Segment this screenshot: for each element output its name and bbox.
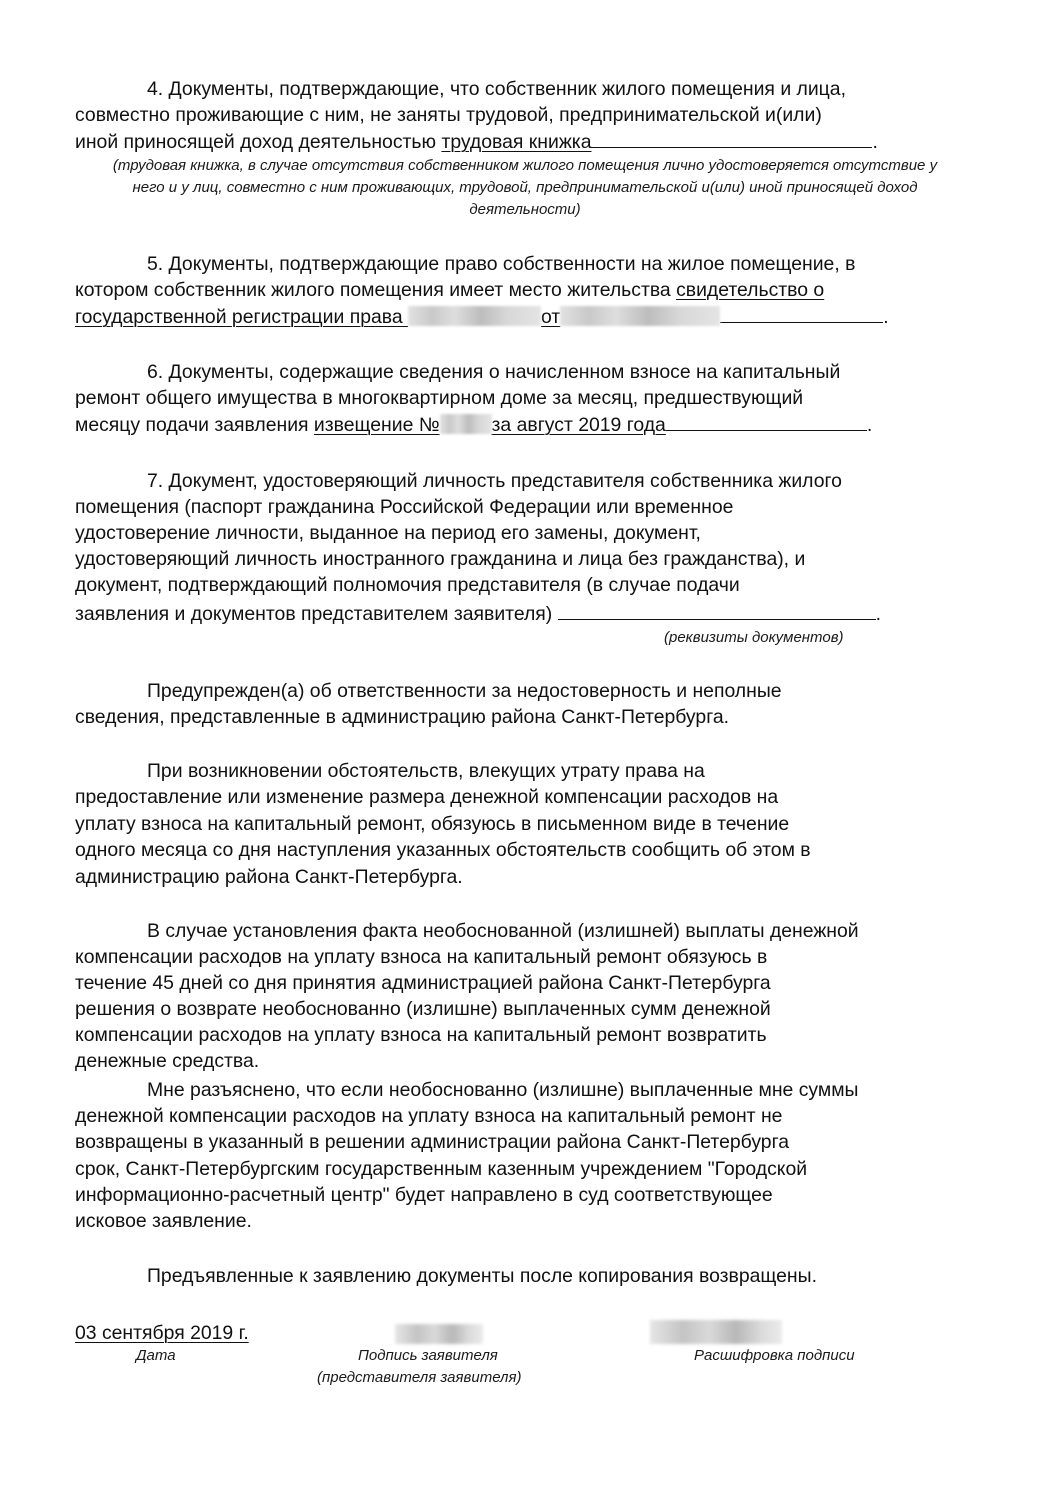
signature-label-sub: (представителя заявителя) xyxy=(317,1369,522,1386)
obligation-line: предоставление или изменение размера денежной компенсации расходов на xyxy=(75,786,779,808)
item4-value: трудовая книжка xyxy=(441,131,592,153)
fill-line xyxy=(591,128,872,148)
redacted-number xyxy=(440,414,492,434)
explained-line: информационно-расчетный центр" будет направлено в суд соответствующее xyxy=(75,1184,773,1206)
applicant-signature xyxy=(395,1324,483,1344)
warning-line: Предупрежден(а) об ответственности за недостоверность и неполные xyxy=(147,680,782,702)
explained-line: исковое заявление. xyxy=(75,1210,252,1232)
explained-line: Мне разъяснено, что если необоснованно (излишне) выплаченные мне суммы xyxy=(147,1079,859,1101)
redacted-date xyxy=(560,306,720,326)
punctuation: . xyxy=(872,131,878,153)
item5-line: 5. Документы, подтверждающие право собственности на жилое помещение, в xyxy=(147,253,856,275)
explained-line: срок, Санкт-Петербургским государственным казенным учреждением "Городской xyxy=(75,1158,808,1180)
item7-label: заявления и документов представителем заявителя) xyxy=(75,603,558,625)
punctuation: . xyxy=(875,603,882,625)
item7-line xyxy=(75,600,881,628)
item4-label: иной приносящей доход деятельностью xyxy=(75,131,442,153)
obligation-line: администрацию района Санкт-Петербурга. xyxy=(75,866,463,888)
item7-line: 7. Документ, удостоверяющий личность представителя собственника жилого xyxy=(147,470,842,492)
item7-line: документ, подтверждающий полномочия представителя (в случае подачи xyxy=(75,574,740,596)
item4-note: деятельности) xyxy=(469,201,581,218)
item5-label: котором собственник жилого помещения имеет место жительства xyxy=(75,279,677,301)
refund-line: денежные средства. xyxy=(75,1050,260,1072)
explained-line: денежной компенсации расходов на уплату взноса на капитальный ремонт не xyxy=(75,1105,783,1127)
item4-line: 4. Документы, подтверждающие, что собственник жилого помещения и лица, xyxy=(147,78,846,100)
application-date: 03 сентября 2019 г. xyxy=(75,1322,249,1344)
obligation-line: При возникновении обстоятельств, влекущих утрату права на xyxy=(147,760,705,782)
fill-line xyxy=(666,411,867,431)
item6-line: 6. Документы, содержащие сведения о начисленном взносе на капитальный xyxy=(147,361,841,383)
item6-label: месяцу подачи заявления xyxy=(75,414,314,436)
decode-label: Расшифровка подписи xyxy=(694,1347,855,1364)
returned-line: Предъявленные к заявлению документы после копирования возвращены. xyxy=(147,1265,817,1287)
refund-line: компенсации расходов на уплату взноса на капитальный ремонт обязуюсь в xyxy=(75,946,768,968)
date-label: Дата xyxy=(136,1347,176,1364)
item7-line: удостоверение личности, выданное на период его замены, документ, xyxy=(75,522,701,544)
item4-note: (трудовая книжка, в случае отсутствия собственником жилого помещения лично удостоверяется отсутствие у xyxy=(112,157,938,174)
fill-line xyxy=(720,303,883,323)
item6-value: за август 2019 года xyxy=(491,414,666,436)
item5-value: государственной регистрации права xyxy=(75,306,409,328)
signature-decoding xyxy=(650,1320,782,1344)
item6-value: извещение № xyxy=(313,414,440,436)
punctuation: . xyxy=(866,414,873,436)
item5-line xyxy=(75,303,889,331)
obligation-line: уплату взноса на капитальный ремонт, обязуюсь в письменном виде в течение xyxy=(75,813,790,835)
item6-line xyxy=(75,411,872,439)
item4-line xyxy=(75,128,878,156)
warning-line: сведения, представленные в администрацию района Санкт-Петербурга. xyxy=(75,706,730,728)
item4-note: него и у лиц, совместно с ним проживающих, трудовой, предпринимательской и(или) иной приносящей доход xyxy=(132,179,918,196)
signature-label: Подпись заявителя xyxy=(358,1347,498,1364)
redacted-number xyxy=(408,306,541,326)
explained-line: возвращены в указанный в решении администрации района Санкт-Петербурга xyxy=(75,1131,790,1153)
refund-line: компенсации расходов на уплату взноса на капитальный ремонт возвратить xyxy=(75,1024,767,1046)
item7-note: (реквизиты документов) xyxy=(664,629,844,646)
item5-from: от xyxy=(541,306,561,328)
refund-line: решения о возврате необоснованно (излишне) выплаченных сумм денежной xyxy=(75,998,771,1020)
refund-line: течение 45 дней со дня принятия администрацией района Санкт-Петербурга xyxy=(75,972,771,994)
obligation-line: одного месяца со дня наступления указанных обстоятельств сообщить об этом в xyxy=(75,839,811,861)
item7-line: удостоверяющий личность иностранного гражданина и лица без гражданства), и xyxy=(75,548,806,570)
item5-value: свидетельство о xyxy=(676,279,825,301)
item5-line xyxy=(75,277,824,304)
item4-line: совместно проживающие с ним, не заняты трудовой, предпринимательской и(или) xyxy=(75,104,822,126)
item6-line: ремонт общего имущества в многоквартирном доме за месяц, предшествующий xyxy=(75,387,804,409)
fill-line xyxy=(558,600,876,620)
punctuation: . xyxy=(883,306,889,328)
refund-line: В случае установления факта необоснованной (излишней) выплаты денежной xyxy=(147,920,859,942)
item7-line: помещения (паспорт гражданина Российской Федерации или временное xyxy=(75,496,734,518)
